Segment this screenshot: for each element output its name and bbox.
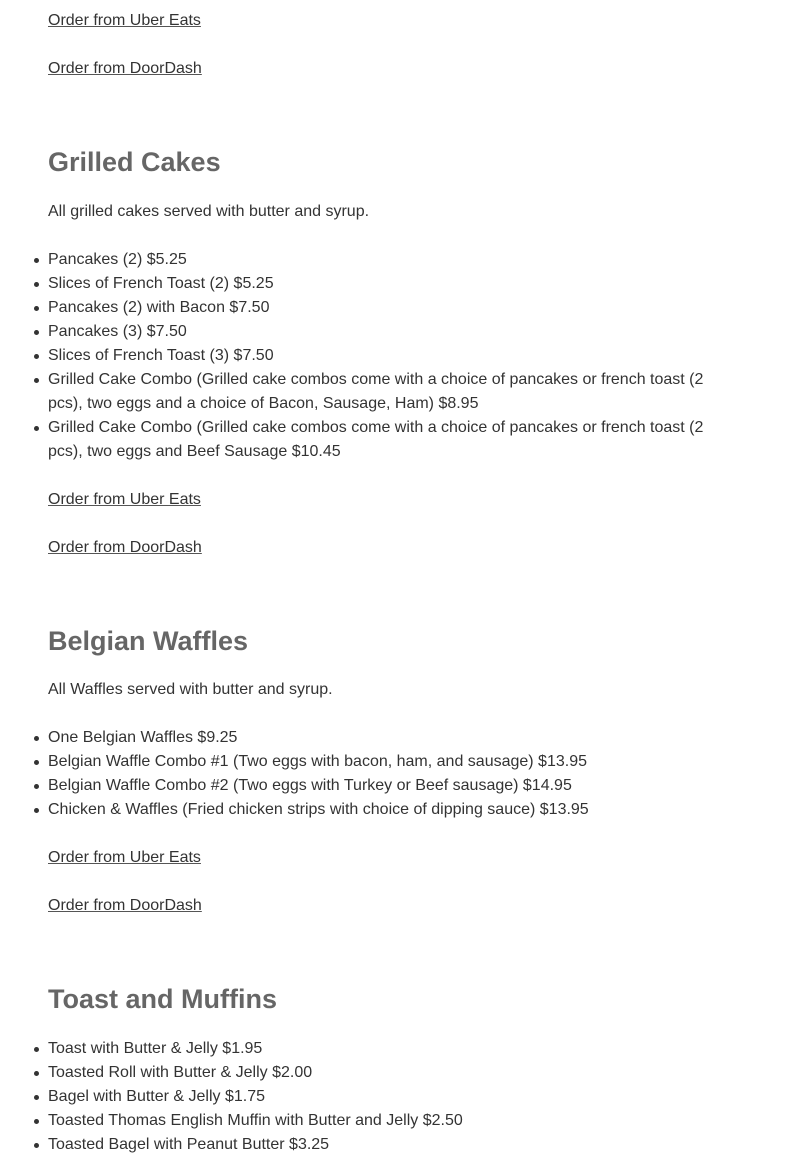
order-doordash-link[interactable]: Order from DoorDash (48, 539, 202, 556)
top-order-links (48, 9, 202, 81)
section-title: Toast and Muffins (48, 984, 277, 1014)
list-item: Grilled Cake Combo (Grilled cake combos come with a choice of pancakes or french toast (2 pcs), two eggs and Beef Sausage $10.45 (48, 416, 738, 464)
list-item: Slices of French Toast (3) $7.50 (48, 344, 738, 368)
list-item: Grilled Cake Combo (Grilled cake combos come with a choice of pancakes or french toast (2 pcs), two eggs and a choice of Bacon, Sausage, Ham) $8.95 (48, 368, 738, 416)
list-item: Pancakes (3) $7.50 (48, 320, 738, 344)
grilled-cakes-list (48, 248, 738, 464)
list-item: Belgian Waffle Combo #2 (Two eggs with Turkey or Beef sausage) $14.95 (48, 774, 738, 798)
list-item: Slices of French Toast (2) $5.25 (48, 272, 738, 296)
section-description: All grilled cakes served with butter and syrup. (48, 203, 370, 220)
section-title: Grilled Cakes (48, 147, 221, 177)
order-doordash-link[interactable]: Order from DoorDash (48, 897, 202, 914)
list-item: Pancakes (2) $5.25 (48, 248, 738, 272)
belgian-waffles-list (48, 726, 738, 822)
list-item: Toast with Butter & Jelly $1.95 (48, 1037, 738, 1061)
list-item: One Belgian Waffles $9.25 (48, 726, 738, 750)
order-doordash-link[interactable]: Order from DoorDash (48, 60, 202, 77)
grilled-cakes-section (48, 147, 738, 560)
list-item: Toasted Roll with Butter & Jelly $2.00 (48, 1061, 738, 1085)
toast-and-muffins-list (48, 1037, 738, 1157)
toast-and-muffins-section (48, 984, 738, 1157)
section-description: All Waffles served with butter and syrup. (48, 681, 333, 698)
belgian-waffles-section (48, 626, 738, 918)
list-item: Bagel with Butter & Jelly $1.75 (48, 1085, 738, 1109)
section-title: Belgian Waffles (48, 626, 249, 656)
list-item: Belgian Waffle Combo #1 (Two eggs with bacon, ham, and sausage) $13.95 (48, 750, 738, 774)
list-item: Chicken & Waffles (Fried chicken strips with choice of dipping sauce) $13.95 (48, 798, 738, 822)
order-uber-eats-link[interactable]: Order from Uber Eats (48, 491, 201, 508)
list-item: Toasted Thomas English Muffin with Butter and Jelly $2.50 (48, 1109, 738, 1133)
order-uber-eats-link[interactable]: Order from Uber Eats (48, 12, 201, 29)
list-item: Pancakes (2) with Bacon $7.50 (48, 296, 738, 320)
order-uber-eats-link[interactable]: Order from Uber Eats (48, 849, 201, 866)
list-item: Toasted Bagel with Peanut Butter $3.25 (48, 1133, 738, 1157)
